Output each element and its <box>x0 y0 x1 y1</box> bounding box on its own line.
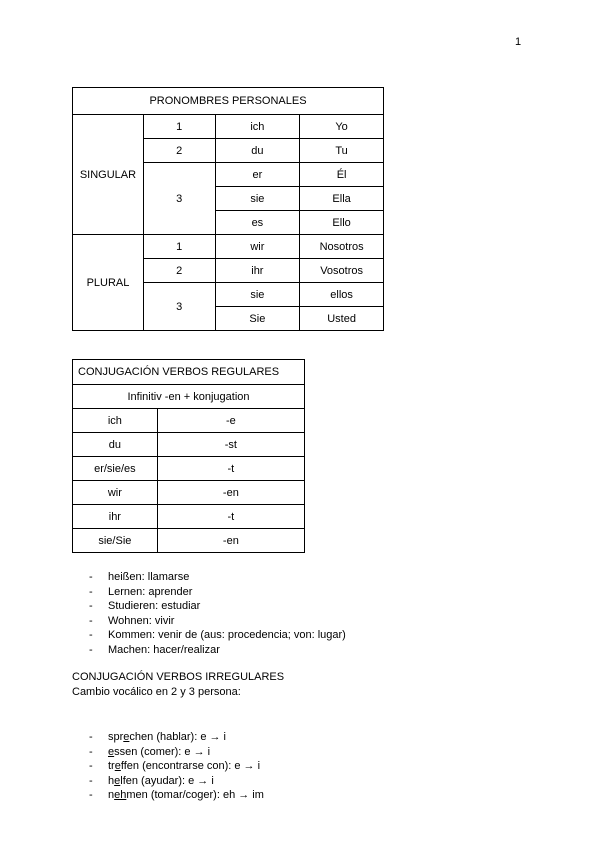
person-number: 2 <box>143 139 215 163</box>
spanish-pronoun: Nosotros <box>300 235 384 259</box>
pronoun-cell: du <box>73 433 158 457</box>
ending-cell: -st <box>157 433 304 457</box>
person-number: 1 <box>143 235 215 259</box>
page-number: 1 <box>515 36 522 48</box>
list-item: - Lernen: aprender <box>0 585 346 600</box>
spanish-pronoun: Ello <box>300 211 384 235</box>
pronoun-cell: ihr <box>73 505 158 529</box>
table-title: CONJUGACIÓN VERBOS REGULARES <box>73 360 305 385</box>
german-pronoun: er <box>215 163 300 187</box>
list-item: - Kommen: venir de (aus: procedencia; von: lugar) <box>0 628 346 643</box>
person-number: 3 <box>143 163 215 235</box>
spanish-pronoun: Tu <box>300 139 384 163</box>
table-title: PRONOMBRES PERSONALES <box>73 88 384 115</box>
pronoun-cell: wir <box>73 481 158 505</box>
list-item: - nehmen (tomar/coger): eh → im <box>0 788 264 803</box>
german-pronoun: du <box>215 139 300 163</box>
spanish-pronoun: Usted <box>300 307 384 331</box>
list-item: - treffen (encontrarse con): e → i <box>0 759 264 774</box>
person-number: 1 <box>143 115 215 139</box>
regular-verbs-table <box>72 359 305 553</box>
spanish-pronoun: Ella <box>300 187 384 211</box>
list-item: - helfen (ayudar): e → i <box>0 774 264 789</box>
plural-label: PLURAL <box>73 235 144 331</box>
pronoun-cell: er/sie/es <box>73 457 158 481</box>
person-number: 3 <box>143 283 215 331</box>
list-item: - heißen: llamarse <box>0 570 346 585</box>
german-pronoun: ich <box>215 115 300 139</box>
german-pronoun: sie <box>215 187 300 211</box>
list-item: - Machen: hacer/realizar <box>0 643 346 658</box>
list-item: - Studieren: estudiar <box>0 599 346 614</box>
list-item: - sprechen (hablar): e → i <box>0 730 264 745</box>
list-item: - essen (comer): e → i <box>0 745 264 760</box>
table-subtitle: Infinitiv -en + konjugation <box>73 385 305 409</box>
ending-cell: -t <box>157 505 304 529</box>
personal-pronouns-table <box>72 87 384 331</box>
ending-cell: -t <box>157 457 304 481</box>
spanish-pronoun: Él <box>300 163 384 187</box>
ending-cell: -e <box>157 409 304 433</box>
regular-verbs-list <box>0 570 346 658</box>
irregular-verbs-list <box>0 730 264 803</box>
german-pronoun: sie <box>215 283 300 307</box>
ending-cell: -en <box>157 481 304 505</box>
singular-label: SINGULAR <box>73 115 144 235</box>
irregular-verbs-subtitle: Cambio vocálico en 2 y 3 persona: <box>72 686 241 698</box>
german-pronoun: ihr <box>215 259 300 283</box>
list-item: - Wohnen: vivir <box>0 614 346 629</box>
german-pronoun: wir <box>215 235 300 259</box>
german-pronoun: es <box>215 211 300 235</box>
ending-cell: -en <box>157 529 304 553</box>
german-pronoun: Sie <box>215 307 300 331</box>
spanish-pronoun: Vosotros <box>300 259 384 283</box>
spanish-pronoun: Yo <box>300 115 384 139</box>
pronoun-cell: sie/Sie <box>73 529 158 553</box>
pronoun-cell: ich <box>73 409 158 433</box>
spanish-pronoun: ellos <box>300 283 384 307</box>
person-number: 2 <box>143 259 215 283</box>
irregular-verbs-heading: CONJUGACIÓN VERBOS IRREGULARES <box>72 671 285 683</box>
